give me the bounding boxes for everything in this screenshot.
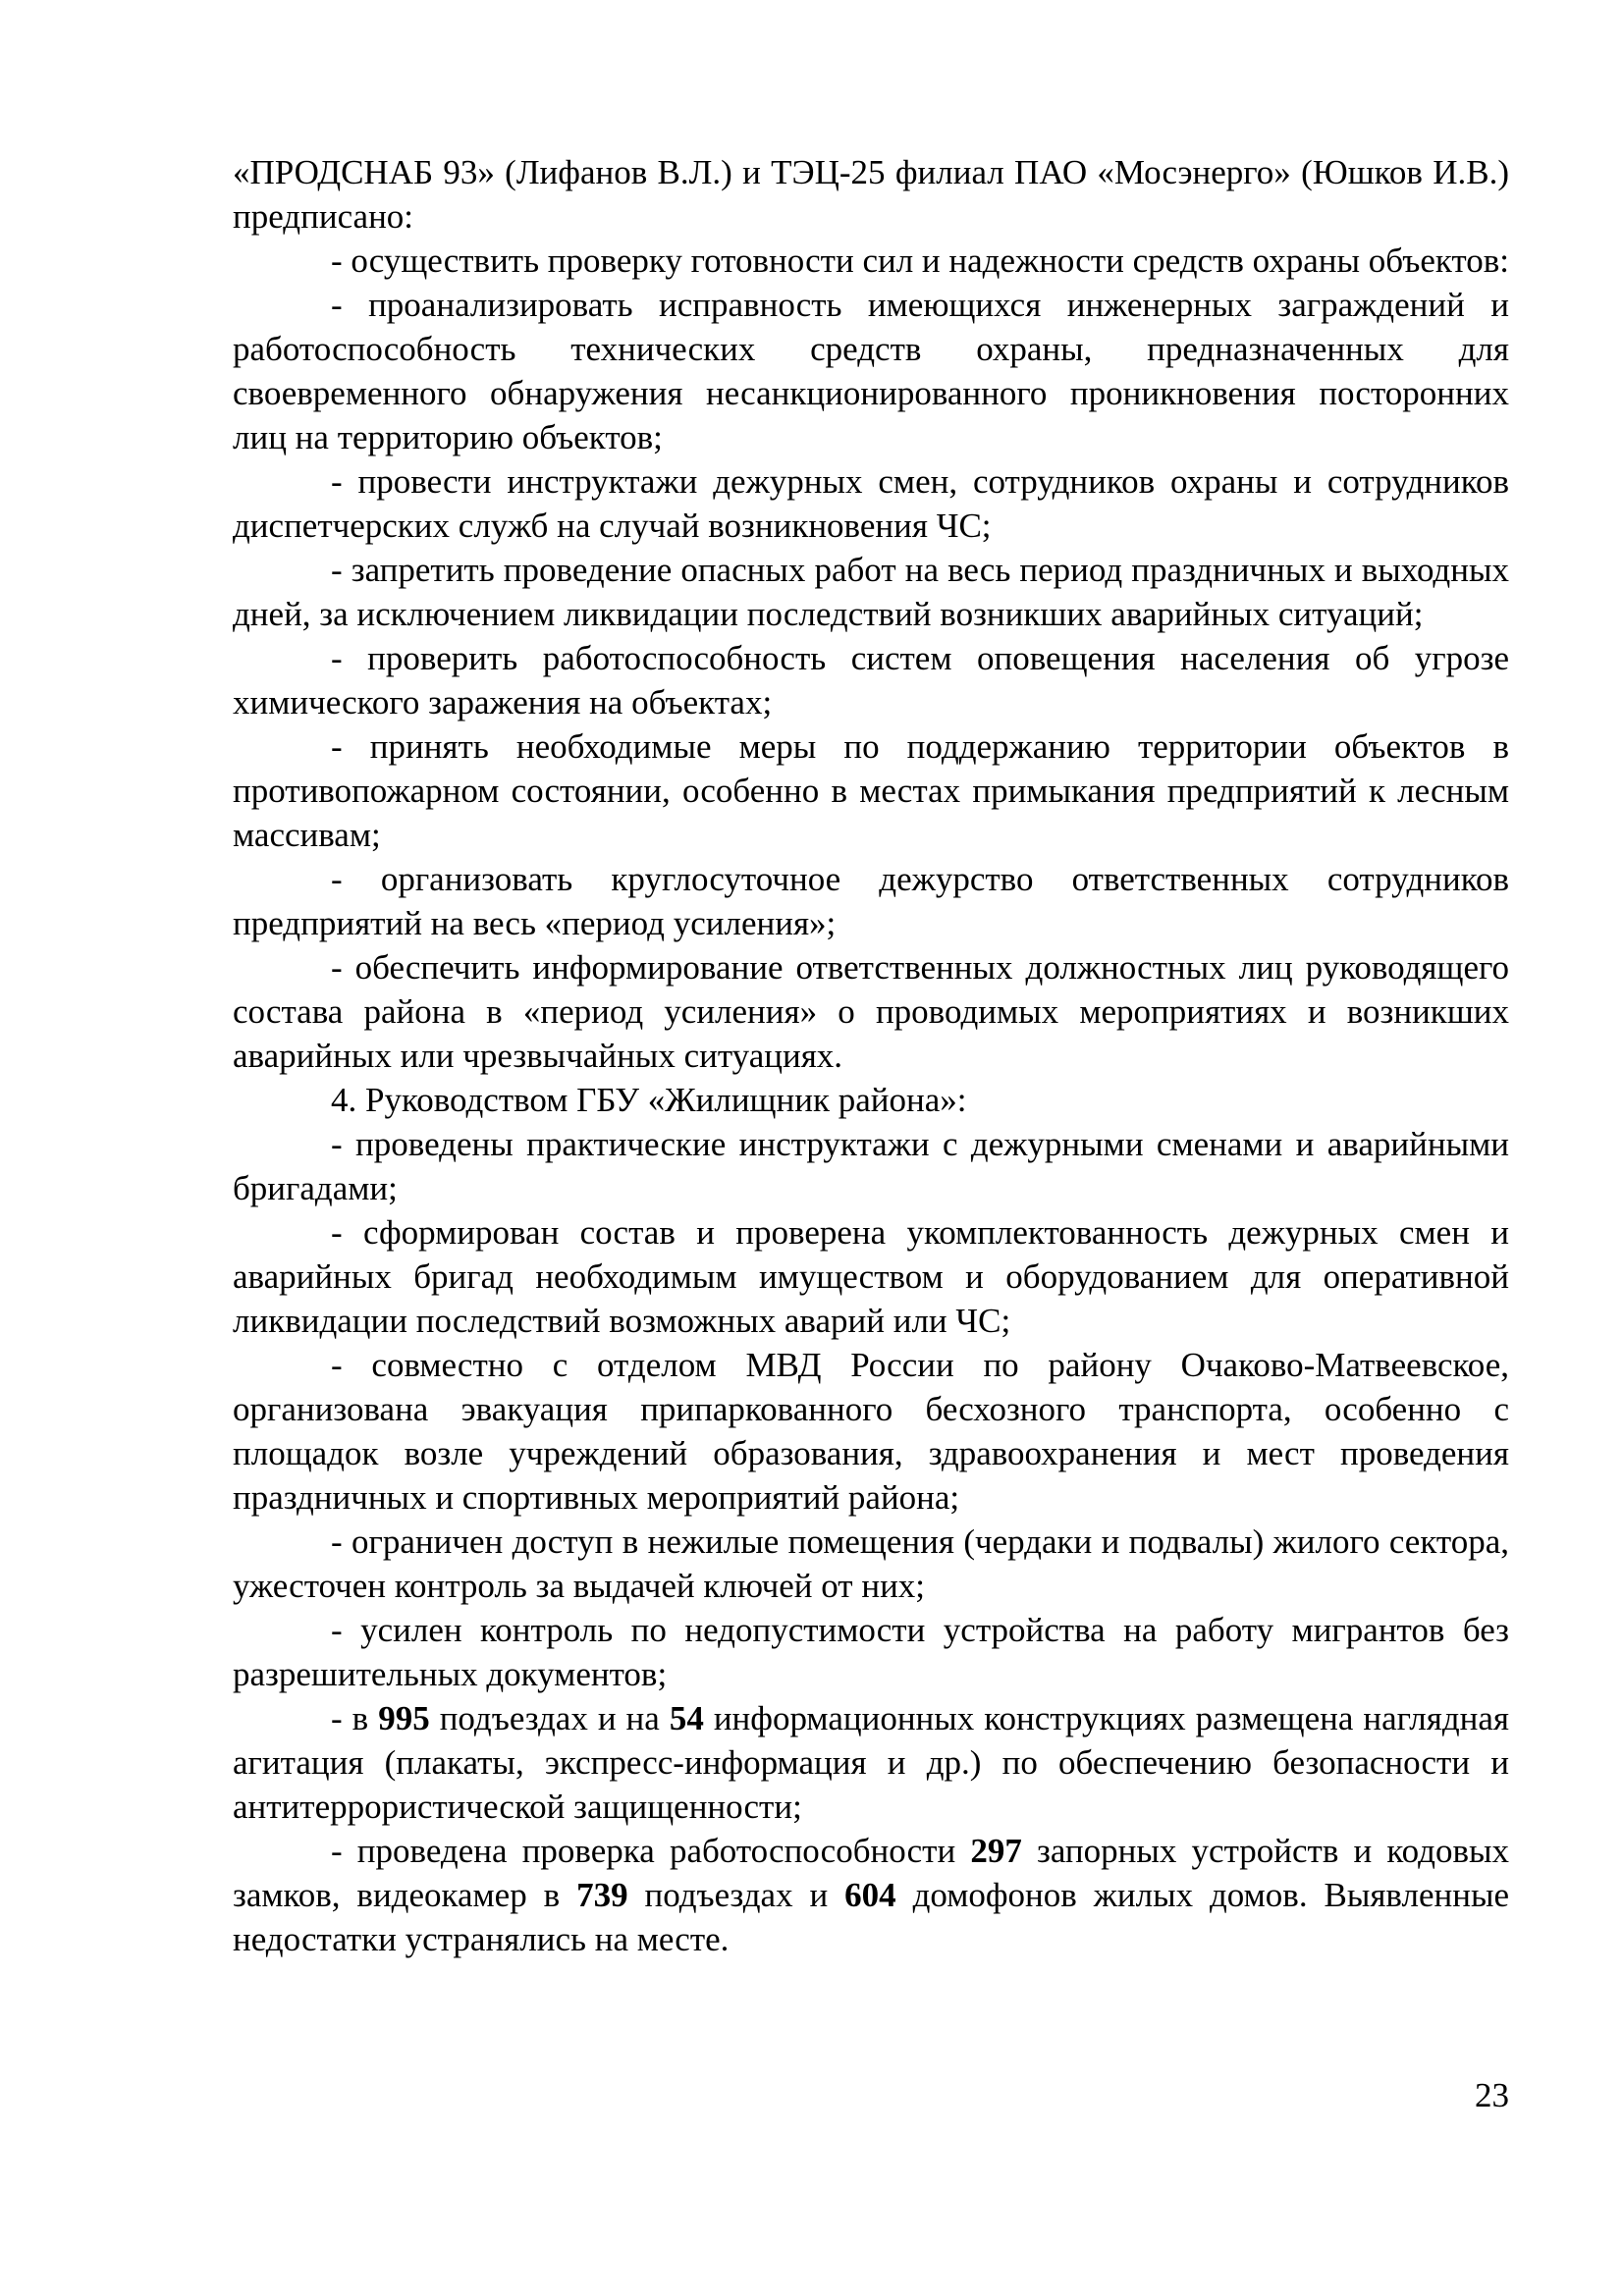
paragraph xyxy=(233,150,1509,239)
text-run: - проведена проверка работоспособности xyxy=(331,1832,971,1870)
text-run: подъездах и xyxy=(627,1876,845,1914)
paragraph xyxy=(233,1520,1509,1608)
bold-number: 739 xyxy=(576,1876,628,1914)
bold-number: 604 xyxy=(844,1876,896,1914)
text-run: 4. Руководством ГБУ «Жилищник района»: xyxy=(331,1081,967,1119)
text-run: - обеспечить информирование ответственных должностных лиц руководящего состава района в «период усиления» о проводимых мероприятиях и возникших аварийных или чрезвычайных ситуациях. xyxy=(233,948,1509,1075)
text-run: - сформирован состав и проверена укомплектованность дежурных смен и аварийных бригад необходимым имуществом и оборудованием для оперативной ликвидации последствий возможных аварий или ЧС; xyxy=(233,1213,1509,1340)
bold-number: 54 xyxy=(669,1699,704,1737)
paragraph xyxy=(233,1078,1509,1122)
bold-number: 297 xyxy=(970,1832,1022,1870)
paragraph xyxy=(233,724,1509,857)
text-run: запорных устройств и кодовых замков, видеокамер в xyxy=(233,1832,1509,1914)
paragraph xyxy=(233,857,1509,945)
text-run: - проанализировать исправность имеющихся инженерных заграждений и работоспособность технических средств охраны, предназначенных для своевременного обнаружения несанкционированного проникновения посторонних лиц на территорию объектов; xyxy=(233,286,1509,456)
paragraph xyxy=(233,1829,1509,1961)
text-run: подъездах и на xyxy=(429,1699,670,1737)
paragraph xyxy=(233,636,1509,724)
text-run: - в xyxy=(331,1699,379,1737)
paragraph xyxy=(233,1696,1509,1829)
paragraph xyxy=(233,1608,1509,1696)
paragraph xyxy=(233,945,1509,1078)
paragraph xyxy=(233,548,1509,636)
paragraph xyxy=(233,1343,1509,1520)
text-run: - принять необходимые меры по поддержанию территории объектов в противопожарном состоянии, особенно в местах примыкания предприятий к лесным массивам; xyxy=(233,727,1509,854)
bold-number: 995 xyxy=(378,1699,430,1737)
page-number: 23 xyxy=(1475,2076,1509,2114)
paragraph xyxy=(233,1122,1509,1210)
text-run: домофонов жилых домов. Выявленные недостатки устранялись на месте. xyxy=(233,1876,1510,1958)
text-run: - организовать круглосуточное дежурство ответственных сотрудников предприятий на весь «период усиления»; xyxy=(233,860,1509,942)
paragraph xyxy=(233,283,1509,459)
text-run: - проверить работоспособность систем оповещения населения об угрозе химического заражения на объектах; xyxy=(233,639,1509,721)
paragraph xyxy=(233,239,1509,283)
paragraph xyxy=(233,1210,1509,1343)
text-run: информационных конструкциях размещена наглядная агитация (плакаты, экспресс-информация и др.) по обеспечению безопасности и антитеррористической защищенности; xyxy=(233,1699,1509,1826)
text-run: - совместно с отделом МВД России по району Очаково-Матвеевское, организована эвакуация припаркованного бесхозного транспорта, особенно с площадок возле учреждений образования, здравоохранения и мест проведения праздничных и спортивных мероприятий района; xyxy=(233,1346,1509,1517)
page-body xyxy=(233,150,1509,1961)
text-run: - осуществить проверку готовности сил и надежности средств охраны объектов: xyxy=(331,241,1509,280)
text-run: «ПРОДСНАБ 93» (Лифанов В.Л.) и ТЭЦ-25 филиал ПАО «Мосэнерго» (Юшков И.В.) предписано: xyxy=(233,153,1509,236)
text-run: - усилен контроль по недопустимости устройства на работу мигрантов без разрешительных документов; xyxy=(233,1611,1509,1693)
paragraph xyxy=(233,459,1509,548)
text-run: - ограничен доступ в нежилые помещения (чердаки и подвалы) жилого сектора, ужесточен контроль за выдачей ключей от них; xyxy=(233,1522,1509,1605)
text-run: - запретить проведение опасных работ на весь период праздничных и выходных дней, за исключением ликвидации последствий возникших аварийных ситуаций; xyxy=(233,551,1509,633)
text-run: - провести инструктажи дежурных смен, сотрудников охраны и сотрудников диспетчерских служб на случай возникновения ЧС; xyxy=(233,462,1509,545)
text-run: - проведены практические инструктажи с дежурными сменами и аварийными бригадами; xyxy=(233,1125,1509,1207)
